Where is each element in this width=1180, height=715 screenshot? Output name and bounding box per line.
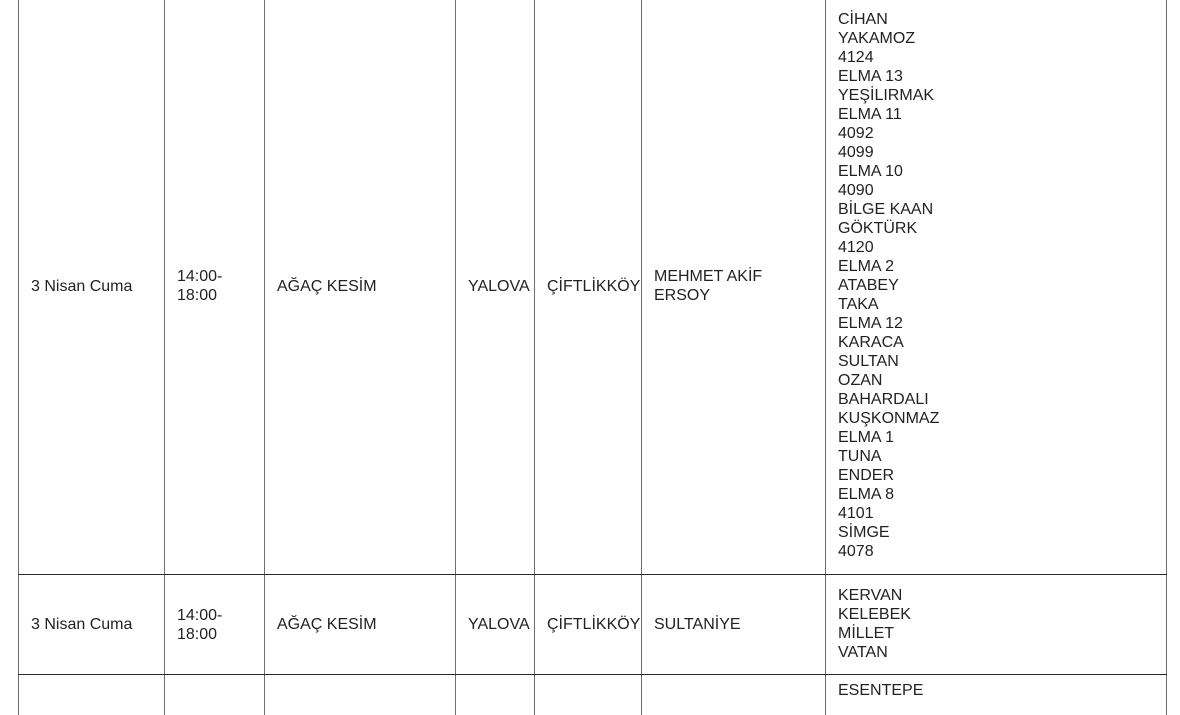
district-cell: ÇİFTLİKKÖY — [535, 575, 642, 675]
street-item: ELMA 8 — [838, 485, 1154, 504]
neighborhood-cell: SULTANİYE — [642, 575, 826, 675]
street-item: 4120 — [838, 238, 1154, 257]
time-text: 14:00-18:00 — [177, 267, 237, 305]
reason-cell — [265, 675, 456, 715]
street-item: ELMA 13 — [838, 67, 1154, 86]
reason-cell: AĞAÇ KESİM — [265, 575, 456, 675]
date-cell: 3 Nisan Cuma — [19, 0, 165, 575]
outage-table — [18, 0, 1167, 715]
street-item: ENDER — [838, 466, 1154, 485]
table-row — [19, 0, 1167, 575]
street-item: 4101 — [838, 504, 1154, 523]
street-item: ELMA 12 — [838, 314, 1154, 333]
street-item: ESENTEPE — [838, 681, 1154, 700]
street-item: ELMA 1 — [838, 428, 1154, 447]
street-item: 4090 — [838, 181, 1154, 200]
street-item: MİLLET — [838, 624, 1154, 643]
streets-cell — [826, 0, 1167, 575]
table-row — [19, 575, 1167, 675]
street-item: KARACA — [838, 333, 1154, 352]
streets-cell — [826, 575, 1167, 675]
street-item: YEŞİLIRMAK — [838, 86, 1154, 105]
district-cell — [535, 675, 642, 715]
date-cell: 3 Nisan Cuma — [19, 575, 165, 675]
street-item: 4099 — [838, 143, 1154, 162]
street-item: 4092 — [838, 124, 1154, 143]
street-item: VATAN — [838, 643, 1154, 662]
street-item: TAKA — [838, 295, 1154, 314]
outage-table-container — [18, 0, 1166, 715]
neighborhood-cell: MEHMET AKİF ERSOY — [642, 0, 826, 575]
street-item: SULTAN — [838, 352, 1154, 371]
street-item: ELMA 2 — [838, 257, 1154, 276]
table-row — [19, 675, 1167, 715]
neighborhood-cell — [642, 675, 826, 715]
street-item: OZAN — [838, 371, 1154, 390]
date-cell — [19, 675, 165, 715]
street-item: ATABEY — [838, 276, 1154, 295]
street-item: 4078 — [838, 542, 1154, 561]
district-cell: ÇİFTLİKKÖY — [535, 0, 642, 575]
street-item: BİLGE KAAN — [838, 200, 1154, 219]
street-item: BAHARDALI — [838, 390, 1154, 409]
streets-cell — [826, 675, 1167, 715]
street-item: 4124 — [838, 48, 1154, 67]
street-item: SİMGE — [838, 523, 1154, 542]
city-cell — [456, 675, 535, 715]
city-cell: YALOVA — [456, 575, 535, 675]
street-item: ELMA 11 — [838, 105, 1154, 124]
street-item: YAKAMOZ — [838, 29, 1154, 48]
street-item: KELEBEK — [838, 605, 1154, 624]
street-item: KUŞKONMAZ — [838, 409, 1154, 428]
street-item: KERVAN — [838, 586, 1154, 605]
time-cell — [165, 575, 265, 675]
time-text: 14:00-18:00 — [177, 606, 237, 644]
time-cell — [165, 675, 265, 715]
street-item: TUNA — [838, 447, 1154, 466]
time-cell — [165, 0, 265, 575]
city-cell: YALOVA — [456, 0, 535, 575]
reason-cell: AĞAÇ KESİM — [265, 0, 456, 575]
street-item: CİHAN — [838, 10, 1154, 29]
street-item: ELMA 10 — [838, 162, 1154, 181]
street-item: GÖKTÜRK — [838, 219, 1154, 238]
